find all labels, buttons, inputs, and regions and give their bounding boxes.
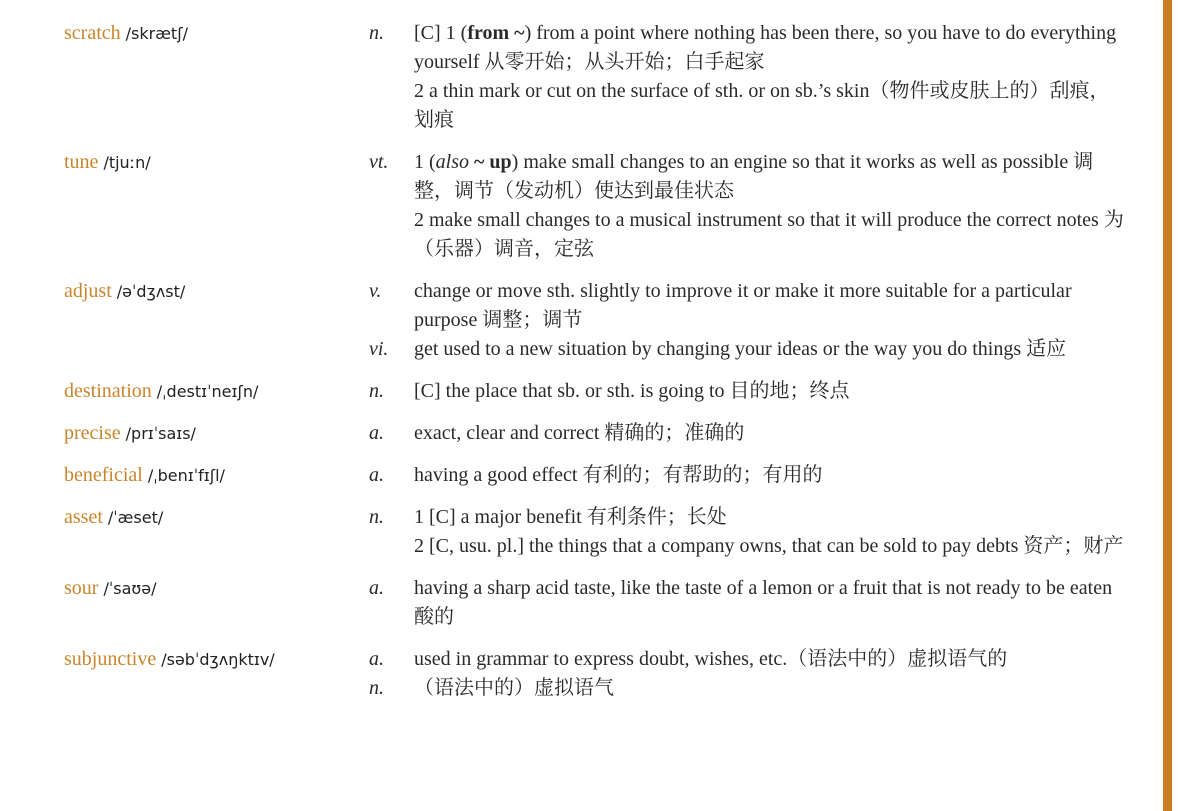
definitions — [369, 574, 1144, 632]
headword: adjust — [64, 280, 112, 302]
sense-text: also — [435, 151, 470, 173]
phonetic: /prɪˈsaɪs/ — [125, 424, 196, 443]
sense-text: 1 ( — [414, 151, 436, 173]
headword: destination — [64, 380, 152, 402]
phonetic: /tjuːn/ — [103, 153, 151, 172]
sense — [414, 532, 1124, 561]
sense-list — [414, 645, 1144, 674]
definitions — [369, 461, 1144, 490]
sense-list — [414, 419, 1144, 448]
sense-text: 2 make small changes to a musical instrument so that it will produce the correct notes 为（乐器）调音，定弦 — [414, 209, 1124, 260]
pos-block — [369, 574, 1144, 632]
entry-head — [64, 645, 369, 703]
definitions — [369, 503, 1144, 561]
definitions — [369, 277, 1144, 364]
sense-list — [414, 574, 1144, 632]
sense-text: exact, clear and correct 精确的；准确的 — [414, 422, 745, 444]
vocab-entry — [64, 645, 1144, 703]
sense-text: ~ up — [469, 151, 512, 173]
part-of-speech: a. — [369, 422, 384, 444]
entry-head — [64, 19, 369, 135]
entry-head — [64, 419, 369, 448]
part-of-speech: a. — [369, 648, 384, 670]
sense-text: change or move sth. slightly to improve it or make it more suitable for a particular purpose 调整；调节 — [414, 280, 1072, 331]
sense — [414, 19, 1124, 77]
pos-block — [369, 419, 1144, 448]
phonetic: /ˈsaʊə/ — [103, 579, 157, 598]
pos-block — [369, 674, 1144, 703]
part-of-speech: a. — [369, 577, 384, 599]
sense-text: having a good effect 有利的；有帮助的；有用的 — [414, 464, 823, 486]
part-of-speech: n. — [369, 380, 384, 402]
sense-list — [414, 277, 1144, 335]
phonetic: /ˌdestɪˈneɪʃn/ — [156, 382, 259, 401]
headword: beneficial — [64, 464, 143, 486]
sense — [414, 206, 1124, 264]
phonetic: /səbˈdʒʌŋktɪv/ — [161, 650, 275, 669]
phonetic: /ˌbenɪˈfɪʃl/ — [147, 466, 225, 485]
sense-text: 1 [C] a major benefit 有利条件；长处 — [414, 506, 727, 528]
phonetic: /skrætʃ/ — [125, 24, 188, 43]
entry-head — [64, 574, 369, 632]
pos-block — [369, 19, 1144, 135]
part-of-speech: n. — [369, 506, 384, 528]
sense-text: get used to a new situation by changing your ideas or the way you do things 适应 — [414, 338, 1067, 360]
headword: sour — [64, 577, 99, 599]
headword: asset — [64, 506, 103, 528]
pos-block — [369, 277, 1144, 335]
part-of-speech: vt. — [369, 151, 389, 173]
entry-head — [64, 503, 369, 561]
sense-list — [414, 674, 1144, 703]
sense — [414, 148, 1124, 206]
sense — [414, 674, 1124, 703]
sense-text: 2 [C, usu. pl.] the things that a company owns, that can be sold to pay debts 资产；财产 — [414, 535, 1124, 557]
vocab-entry — [64, 377, 1144, 406]
vocab-entry — [64, 461, 1144, 490]
sense-list — [414, 19, 1144, 135]
sense-list — [414, 461, 1144, 490]
sense — [414, 574, 1124, 632]
sense-list — [414, 335, 1144, 364]
definitions — [369, 419, 1144, 448]
phonetic: /əˈdʒʌst/ — [116, 282, 186, 301]
sense — [414, 277, 1124, 335]
sense-text: [C] the place that sb. or sth. is going to 目的地；终点 — [414, 380, 850, 402]
part-of-speech: a. — [369, 464, 384, 486]
pos-block — [369, 503, 1144, 561]
vocab-entry — [64, 277, 1144, 364]
sense — [414, 645, 1124, 674]
sense — [414, 503, 1124, 532]
entry-head — [64, 377, 369, 406]
entry-head — [64, 148, 369, 264]
definitions — [369, 19, 1144, 135]
vocab-entry — [64, 574, 1144, 632]
vocab-entry — [64, 503, 1144, 561]
headword: precise — [64, 422, 121, 444]
part-of-speech: n. — [369, 677, 384, 699]
sense-text: 2 a thin mark or cut on the surface of sth. or on sb.’s skin（物件或皮肤上的）刮痕，划痕 — [414, 80, 1110, 131]
vocab-entry — [64, 148, 1144, 264]
entry-head — [64, 277, 369, 364]
pos-block — [369, 461, 1144, 490]
phonetic: /ˈæset/ — [107, 508, 164, 527]
vocab-entry — [64, 419, 1144, 448]
sense — [414, 377, 1124, 406]
vocab-entry — [64, 19, 1144, 135]
definitions — [369, 645, 1144, 703]
headword: scratch — [64, 22, 121, 44]
sense — [414, 335, 1124, 364]
sense — [414, 419, 1124, 448]
pos-block — [369, 645, 1144, 674]
pos-block — [369, 148, 1144, 264]
sense-text: ) from a point where nothing has been there, so you have to do everything yourself 从零开始；从头开始；白手起家 — [414, 22, 1117, 73]
headword: subjunctive — [64, 648, 157, 670]
sense-text: having a sharp acid taste, like the taste of a lemon or a fruit that is not ready to be eaten 酸的 — [414, 577, 1113, 628]
sense-list — [414, 148, 1144, 264]
part-of-speech: v. — [369, 280, 382, 302]
sense-text: from ~ — [467, 22, 525, 44]
definitions — [369, 148, 1144, 264]
sense-text: [C] 1 ( — [414, 22, 468, 44]
entry-head — [64, 461, 369, 490]
sense-text: ) make small changes to an engine so that it works as well as possible 调整，调节（发动机）使达到最佳状态 — [414, 151, 1094, 202]
part-of-speech: n. — [369, 22, 384, 44]
headword: tune — [64, 151, 99, 173]
part-of-speech: vi. — [369, 338, 389, 360]
page-edge-bar — [1163, 0, 1172, 811]
vocabulary-list — [64, 19, 1144, 716]
pos-block — [369, 377, 1144, 406]
definitions — [369, 377, 1144, 406]
pos-block — [369, 335, 1144, 364]
sense — [414, 461, 1124, 490]
sense-list — [414, 503, 1144, 561]
sense-list — [414, 377, 1144, 406]
sense — [414, 77, 1124, 135]
sense-text: （语法中的）虚拟语气 — [414, 677, 614, 699]
sense-text: used in grammar to express doubt, wishes, etc.（语法中的）虚拟语气的 — [414, 648, 1008, 670]
